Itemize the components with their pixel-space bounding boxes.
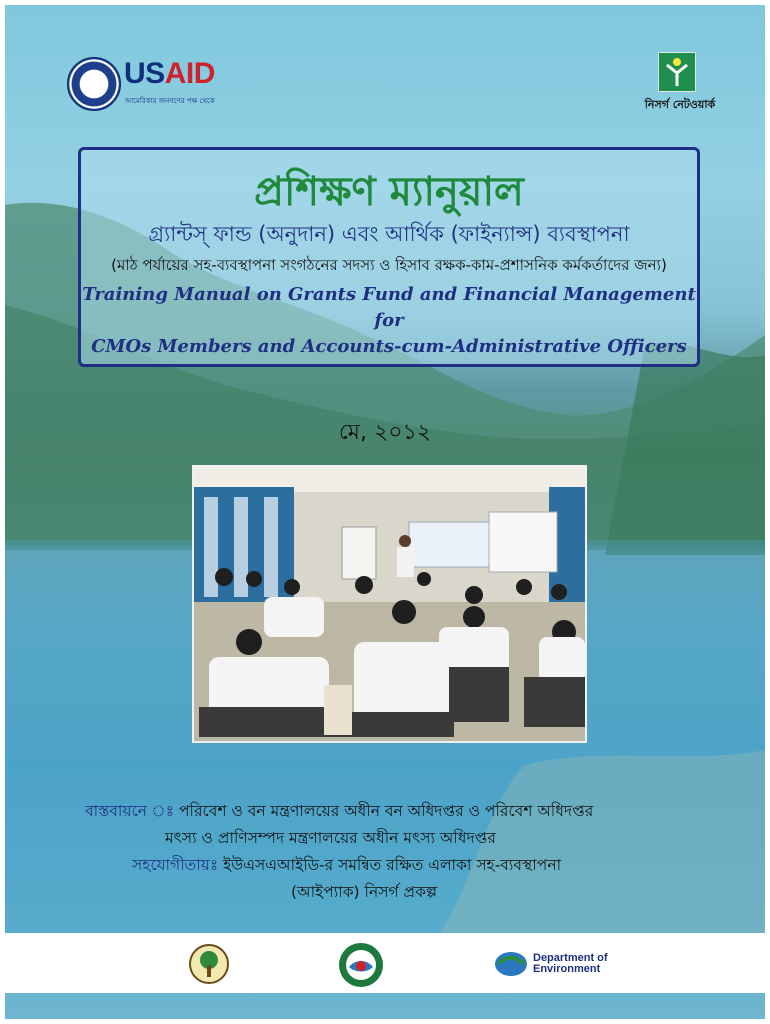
title-english [81, 282, 697, 360]
subtitle-bangla: গ্র্যান্টস্ ফান্ড (অনুদান) এবং আর্থিক (ফাইন্যান্স) ব্যবস্থাপনা [148, 222, 630, 246]
forest-department-logo [188, 943, 230, 989]
publication-date: মে, ২০১২ [338, 420, 432, 445]
implementation-line-2: মৎস্য ও প্রাণিসম্পদ মন্ত্রণালয়ের অধীন মৎস্য অধিদপ্তর [165, 829, 496, 847]
department-of-environment-logo [493, 950, 529, 982]
implementation-label: বাস্তবায়নে ঃ [85, 802, 175, 820]
implementation-agencies-1: পরিবেশ ও বন মন্ত্রণালয়ের অধীন বন অধিদপ্তর ও পরিবেশ অধিদপ্তর [179, 802, 594, 820]
globe-icon [493, 950, 529, 978]
support-program: ইউএসএআইডি-র সমন্বিত রক্ষিত এলাকা সহ-ব্যবস্থাপনা [223, 856, 562, 874]
title-english-line-2: CMOs Members and Accounts-cum-Administrative Officers [91, 336, 687, 357]
forest-department-icon [188, 943, 230, 985]
audience-bangla: (মাঠ পর্যায়ের সহ-ব্যবস্থাপনা সংগঠনের সদস্য ও হিসাব রক্ষক-কাম-প্রশাসনিক কর্মকর্তাদের জন্য) [111, 256, 667, 274]
title-bangla: প্রশিক্ষণ ম্যানুয়াল [254, 169, 524, 215]
cover-page [5, 5, 765, 1019]
support-label: সহযোগীতায়ঃ [132, 856, 219, 874]
nishorgo-caption: নিসর্গ নেটওয়ার্ক [644, 98, 716, 111]
title-english-line-1: Training Manual on Grants Fund and Financial Management for [82, 284, 696, 331]
implementation-line-1 [85, 798, 593, 825]
fisheries-department-icon [337, 941, 385, 989]
fisheries-department-logo [337, 941, 385, 993]
support-line-2: (আইপ্যাক) নিসর্গ প্রকল্প [291, 883, 438, 901]
usaid-logo [67, 57, 257, 115]
support-line-1 [132, 852, 561, 879]
usaid-tagline: আমেরিকার জনগণের পক্ষ থেকে [125, 97, 215, 105]
training-session-photo [192, 465, 587, 743]
usaid-seal-icon [67, 57, 121, 111]
nishorgo-network-logo [640, 52, 720, 120]
title-box [78, 147, 700, 367]
footer-logo-strip [5, 933, 765, 993]
nishorgo-figure-icon [658, 52, 696, 92]
usaid-wordmark: USAID [124, 57, 215, 90]
department-of-environment-name: Department of Environment [533, 952, 608, 975]
